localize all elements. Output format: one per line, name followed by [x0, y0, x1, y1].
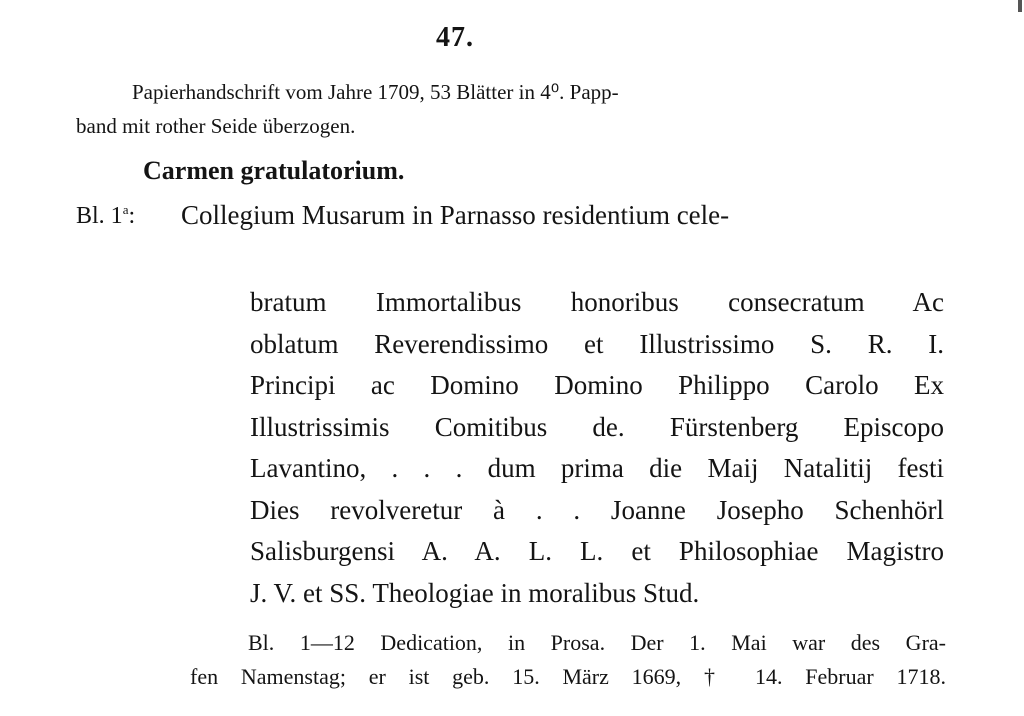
folio-superscript: a: [122, 202, 129, 217]
title-line: oblatum Reverendissimo et Illustrissimo S. R. I.: [250, 328, 944, 359]
title-first-line: Collegium Musarum in Parnasso residentium cele-: [181, 200, 730, 230]
title-continuation: [250, 284, 944, 616]
title-line: bratum Immortalibus honoribus consecratum Ac: [250, 287, 944, 317]
title-line: Principi ac Domino Domino Philippo Carolo Ex: [250, 370, 944, 400]
folio-reference: [76, 202, 135, 230]
title-line: Salisburgensi A. A. L. L. et Philosophiae Magistro: [250, 536, 944, 566]
scan-edge-mark: [1018, 0, 1022, 12]
manuscript-description-line-2: band mit rother Seide überzogen.: [76, 114, 356, 138]
folio-prefix: Bl. 1: [76, 203, 123, 229]
note-line-1: Bl. 1—12 Dedication, in Prosa. Der 1. Mai war des Gra-: [248, 630, 946, 655]
title-line: Illustrissimis Comitibus de. Fürstenberg Episcopo: [250, 411, 944, 442]
work-heading: Carmen gratulatorium.: [143, 156, 405, 185]
manuscript-description-line-1: Papierhandschrift vom Jahre 1709, 53 Blätter in 4⁰. Papp-: [132, 80, 619, 104]
title-line: J. V. et SS. Theologiae in moralibus Stud.: [250, 577, 700, 608]
note-line-2: fen Namenstag; er ist geb. 15. März 1669, † 14. Februar 1718.: [190, 664, 946, 689]
page-number: 47.: [436, 22, 474, 53]
title-line: Dies revolveretur à . . Joanne Josepho Schenhörl: [250, 494, 944, 525]
folio-suffix: :: [128, 203, 136, 229]
title-line: Lavantino, . . . dum prima die Maij Natalitij festi: [250, 453, 944, 483]
